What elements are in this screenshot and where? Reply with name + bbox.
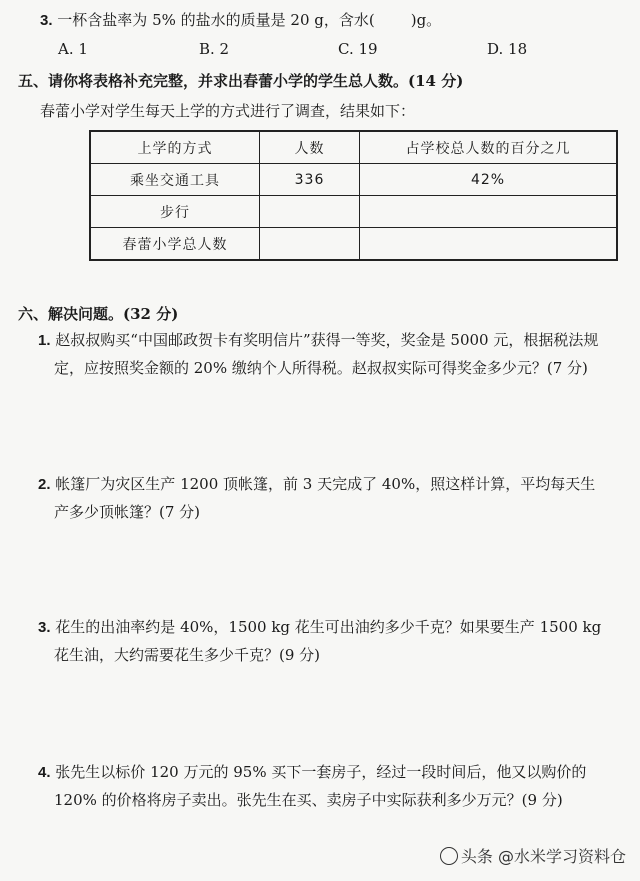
- problem-3-text1: 花生的出油率约是 40%，1500 kg 花生可出油约多少千克？如果要生产 1500 kg: [55, 618, 602, 636]
- option-b[interactable]: B. 2: [199, 40, 230, 58]
- watermark-text: 头条 @水米学习资料仓: [460, 847, 626, 866]
- cell-method: 乘坐交通工具: [90, 164, 260, 196]
- cell-percent-blank[interactable]: [360, 228, 618, 261]
- q3-top-number: 3.: [40, 12, 53, 29]
- cell-count-blank[interactable]: [260, 196, 360, 228]
- toutiao-logo-icon: [440, 847, 458, 865]
- q3-top-line: [40, 10, 441, 31]
- problem-1-line1: [38, 330, 598, 351]
- header-method: 上学的方式: [90, 131, 260, 164]
- cell-percent-blank[interactable]: [360, 196, 618, 228]
- q3-top-text-a: 一杯含盐率为 5% 的盐水的质量是 20 g，含水(: [57, 11, 375, 29]
- option-a[interactable]: A. 1: [58, 40, 88, 58]
- section5-title: 五、请你将表格补充完整，并求出春蕾小学的学生总人数。(14 分): [18, 72, 464, 90]
- problem-1-number: 1.: [38, 332, 51, 349]
- survey-table: [89, 130, 618, 261]
- section6-title: 六、解决问题。(32 分): [18, 305, 179, 323]
- table-header-row: [90, 131, 617, 164]
- table-row: [90, 228, 617, 261]
- problem-2-number: 2.: [38, 476, 51, 493]
- problem-1-text1: 赵叔叔购买“中国邮政贺卡有奖明信片”获得一等奖，奖金是 5000 元，根据税法规: [55, 331, 599, 349]
- table-row: [90, 164, 617, 196]
- problem-3-line2: 花生油，大约需要花生多少千克？(9 分): [54, 646, 321, 664]
- option-c[interactable]: C. 19: [338, 40, 378, 58]
- problem-2-text1: 帐篷厂为灾区生产 1200 顶帐篷，前 3 天完成了 40%，照这样计算，平均每天生: [55, 475, 596, 493]
- q3-top-text-b: )g。: [410, 11, 442, 29]
- cell-percent: 42%: [360, 164, 618, 196]
- problem-4-line2: 120% 的价格将房子卖出。张先生在买、卖房子中实际获利多少万元？(9 分): [54, 791, 563, 809]
- cell-count-blank[interactable]: [260, 228, 360, 261]
- option-d[interactable]: D. 18: [487, 40, 528, 58]
- problem-3-line1: [38, 617, 601, 638]
- problem-4-line1: [38, 762, 586, 783]
- watermark: [440, 844, 626, 867]
- problem-4-text1: 张先生以标价 120 万元的 95% 买下一套房子，经过一段时间后，他又以购价的: [55, 763, 587, 781]
- table-row: [90, 196, 617, 228]
- section5-intro: 春蕾小学对学生每天上学的方式进行了调查，结果如下：: [40, 102, 416, 120]
- problem-3-number: 3.: [38, 619, 51, 636]
- header-count: 人数: [260, 131, 360, 164]
- problem-1-line2: 定，应按照奖金额的 20% 缴纳个人所得税。赵叔叔实际可得奖金多少元？(7 分): [54, 359, 588, 377]
- cell-method: 春蕾小学总人数: [90, 228, 260, 261]
- problem-4-number: 4.: [38, 764, 51, 781]
- problem-2-line1: [38, 474, 595, 495]
- problem-2-line2: 产多少顶帐篷？(7 分): [54, 503, 201, 521]
- cell-method: 步行: [90, 196, 260, 228]
- cell-count: 336: [260, 164, 360, 196]
- header-percent: 占学校总人数的百分之几: [360, 131, 618, 164]
